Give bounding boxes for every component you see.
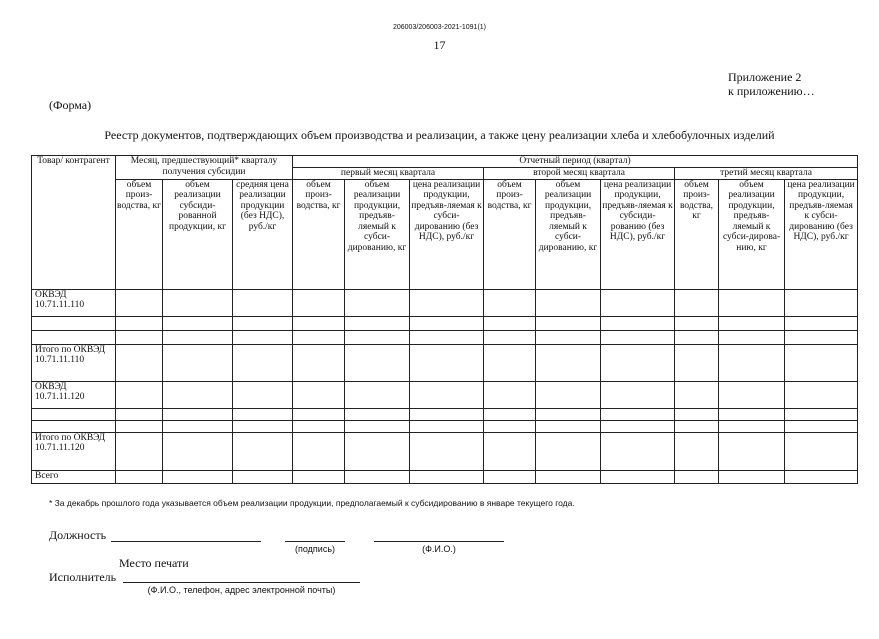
position-label: Должность: [49, 528, 107, 542]
table-cell[interactable]: [536, 330, 601, 344]
table-cell[interactable]: [719, 344, 785, 381]
table-cell[interactable]: [536, 381, 601, 408]
signature-line[interactable]: [285, 541, 345, 542]
table-cell[interactable]: [345, 470, 410, 483]
table-row: [32, 408, 858, 420]
executor-label: Исполнитель: [49, 570, 117, 584]
table-cell[interactable]: [785, 330, 858, 344]
table-cell[interactable]: [601, 432, 675, 470]
table-cell[interactable]: [163, 408, 233, 420]
table-cell[interactable]: [233, 470, 293, 483]
table-cell[interactable]: [484, 432, 536, 470]
m2-col-sales: объем реализации продукции, предъяв-ляемый к субси-дированию, кг: [536, 179, 601, 289]
table-cell[interactable]: [163, 432, 233, 470]
table-cell[interactable]: [163, 470, 233, 483]
m1-col-price: цена реализации продукции, предъяв-ляемая к субси-дированию (без НДС), руб./кг: [410, 179, 484, 289]
table-cell[interactable]: [410, 344, 484, 381]
table-cell[interactable]: [345, 408, 410, 420]
m3-col-production: объем произ-водства, кг: [675, 179, 719, 289]
table-cell[interactable]: [410, 381, 484, 408]
table-cell[interactable]: [719, 289, 785, 316]
m1-col-sales: объем реализации продукции, предъяв-ляемый к субси-дированию, кг: [345, 179, 410, 289]
table-cell[interactable]: [116, 330, 163, 344]
table-cell[interactable]: [163, 330, 233, 344]
table-cell[interactable]: [410, 316, 484, 330]
table-cell[interactable]: [233, 432, 293, 470]
m3-col-sales: объем реализации продукции, предъяв-ляемый к субси-дирова-нию, кг: [719, 179, 785, 289]
m3-col-price: цена реализации продукции, предъяв-ляемая к субси-дированию (без НДС), руб./кг: [785, 179, 858, 289]
table-cell[interactable]: [484, 316, 536, 330]
table-row: [32, 330, 858, 344]
row-label: Всего: [32, 470, 116, 483]
table-row: [32, 289, 858, 316]
table-cell[interactable]: [601, 381, 675, 408]
table-cell[interactable]: [345, 432, 410, 470]
signature-caption: (подпись): [294, 544, 336, 554]
table-cell[interactable]: [484, 344, 536, 381]
table-cell[interactable]: [293, 381, 345, 408]
m2-col-price: цена реализации продукции, предъяв-ляемая к субсиди-рованию (без НДС), руб./кг: [601, 179, 675, 289]
header-month1: первый месяц квартала: [293, 168, 484, 180]
table-cell[interactable]: [675, 381, 719, 408]
registry-table: [31, 155, 858, 484]
row-label: ОКВЭД 10.71.11.120: [32, 381, 116, 408]
table-cell[interactable]: [293, 330, 345, 344]
row-label: [32, 330, 116, 344]
header-month3: третий месяц квартала: [675, 168, 858, 180]
footnote: * За декабрь прошлого года указывается объем реализации продукции, предполагаемый к субсидированию в январе текущего года.: [49, 498, 575, 508]
table-cell[interactable]: [116, 289, 163, 316]
appendix-line1: Приложение 2: [728, 70, 802, 84]
table-cell[interactable]: [484, 420, 536, 432]
table-cell[interactable]: [601, 289, 675, 316]
table-cell[interactable]: [410, 289, 484, 316]
table-row: [32, 344, 858, 381]
table-cell[interactable]: [536, 432, 601, 470]
table-cell[interactable]: [719, 408, 785, 420]
table-cell[interactable]: [719, 420, 785, 432]
table-cell[interactable]: [116, 344, 163, 381]
table-cell[interactable]: [345, 330, 410, 344]
table-row: [32, 420, 858, 432]
header-report-period: Отчетный период (квартал): [293, 156, 858, 168]
document-title: Реестр документов, подтверждающих объем производства и реализации, а также цену реализации хлеба и хлебобулочных изделий: [104, 128, 775, 142]
table-cell[interactable]: [345, 420, 410, 432]
table-cell[interactable]: [536, 470, 601, 483]
table-cell[interactable]: [163, 381, 233, 408]
table-cell[interactable]: [410, 470, 484, 483]
table-cell[interactable]: [233, 381, 293, 408]
table-cell[interactable]: [345, 316, 410, 330]
table-cell[interactable]: [116, 408, 163, 420]
page-number: 17: [433, 38, 446, 52]
table-cell[interactable]: [116, 420, 163, 432]
table-cell[interactable]: [293, 344, 345, 381]
table-cell[interactable]: [233, 330, 293, 344]
name-line[interactable]: [374, 541, 504, 542]
table-cell[interactable]: [601, 316, 675, 330]
table-cell[interactable]: [484, 330, 536, 344]
table-cell[interactable]: [675, 470, 719, 483]
table-cell[interactable]: [163, 316, 233, 330]
table-cell[interactable]: [785, 408, 858, 420]
table-cell[interactable]: [785, 432, 858, 470]
table-cell[interactable]: [785, 470, 858, 483]
table-body: [32, 289, 858, 483]
table-cell[interactable]: [536, 289, 601, 316]
table-cell[interactable]: [785, 289, 858, 316]
table-cell[interactable]: [719, 316, 785, 330]
table-cell[interactable]: [163, 289, 233, 316]
table-cell[interactable]: [601, 470, 675, 483]
table-cell[interactable]: [785, 344, 858, 381]
table-cell[interactable]: [785, 381, 858, 408]
table-cell[interactable]: [163, 344, 233, 381]
row-label: [32, 420, 116, 432]
table-cell[interactable]: [293, 470, 345, 483]
table-cell[interactable]: [116, 432, 163, 470]
name-caption: (Ф.И.О.): [422, 544, 456, 554]
table-cell[interactable]: [116, 381, 163, 408]
table-cell[interactable]: [601, 408, 675, 420]
appendix-line2: к приложению…: [728, 84, 815, 98]
table-cell[interactable]: [536, 344, 601, 381]
table-cell[interactable]: [536, 408, 601, 420]
table-cell[interactable]: [293, 420, 345, 432]
executor-caption: (Ф.И.О., телефон, адрес электронной почты): [147, 585, 336, 595]
table-cell[interactable]: [233, 420, 293, 432]
table-cell[interactable]: [601, 344, 675, 381]
table-cell[interactable]: [410, 408, 484, 420]
table-cell[interactable]: [410, 420, 484, 432]
stamp-label: Место печати: [119, 556, 189, 570]
table-cell[interactable]: [675, 316, 719, 330]
table-cell[interactable]: [233, 408, 293, 420]
table-cell[interactable]: [410, 432, 484, 470]
table-row: [32, 381, 858, 408]
table-cell[interactable]: [719, 432, 785, 470]
row-label: [32, 316, 116, 330]
header-goods: Товар/ контрагент: [32, 156, 116, 290]
table-cell[interactable]: [719, 381, 785, 408]
table-cell[interactable]: [675, 420, 719, 432]
table-cell[interactable]: [675, 408, 719, 420]
table-cell[interactable]: [293, 289, 345, 316]
table-cell[interactable]: [293, 408, 345, 420]
table-row: [32, 470, 858, 483]
table-cell[interactable]: [484, 289, 536, 316]
table-cell[interactable]: [785, 420, 858, 432]
position-line[interactable]: [111, 541, 261, 542]
table-cell[interactable]: [536, 316, 601, 330]
m2-col-production: объем произ-водства, кг: [484, 179, 536, 289]
m1-col-production: объем произ-водства, кг: [293, 179, 345, 289]
table-cell[interactable]: [675, 330, 719, 344]
table-cell[interactable]: [345, 381, 410, 408]
table-cell[interactable]: [345, 344, 410, 381]
table-cell[interactable]: [719, 470, 785, 483]
table-cell[interactable]: [675, 289, 719, 316]
table-cell[interactable]: [719, 330, 785, 344]
row-label: Итого по ОКВЭД 10.71.11.120: [32, 432, 116, 470]
table-cell[interactable]: [233, 344, 293, 381]
table-cell[interactable]: [163, 420, 233, 432]
table-cell[interactable]: [293, 316, 345, 330]
table-row: [32, 316, 858, 330]
table-cell[interactable]: [785, 316, 858, 330]
table-cell[interactable]: [601, 420, 675, 432]
header-month2: второй месяц квартала: [484, 168, 675, 180]
header-prev-month: Месяц, предшествующий* кварталу получения субсидии: [116, 156, 293, 180]
table-cell[interactable]: [116, 316, 163, 330]
table-cell[interactable]: [536, 420, 601, 432]
table-cell[interactable]: [484, 381, 536, 408]
prev-col-sales: объем реализации субсиди-рованной продукции, кг: [163, 179, 233, 289]
row-label: Итого по ОКВЭД 10.71.11.110: [32, 344, 116, 381]
row-label: [32, 408, 116, 420]
prev-col-production: объем произ-водства, кг: [116, 179, 163, 289]
document-id: 206003/206003-2021-1091(1): [392, 24, 487, 31]
table-cell[interactable]: [675, 344, 719, 381]
row-label: ОКВЭД 10.71.11.110: [32, 289, 116, 316]
table-cell[interactable]: [484, 470, 536, 483]
table-cell[interactable]: [410, 330, 484, 344]
appendix-block: [728, 70, 815, 98]
table-cell[interactable]: [233, 316, 293, 330]
table-row: [32, 432, 858, 470]
table-cell[interactable]: [116, 470, 163, 483]
prev-col-price: средняя цена реализации продукции (без НДС), руб./кг: [233, 179, 293, 289]
table-cell[interactable]: [675, 432, 719, 470]
table-cell[interactable]: [293, 432, 345, 470]
table-cell[interactable]: [601, 330, 675, 344]
table-cell[interactable]: [484, 408, 536, 420]
executor-line[interactable]: [123, 582, 360, 583]
table-cell[interactable]: [233, 289, 293, 316]
form-label: (Форма): [49, 98, 92, 112]
table-cell[interactable]: [345, 289, 410, 316]
